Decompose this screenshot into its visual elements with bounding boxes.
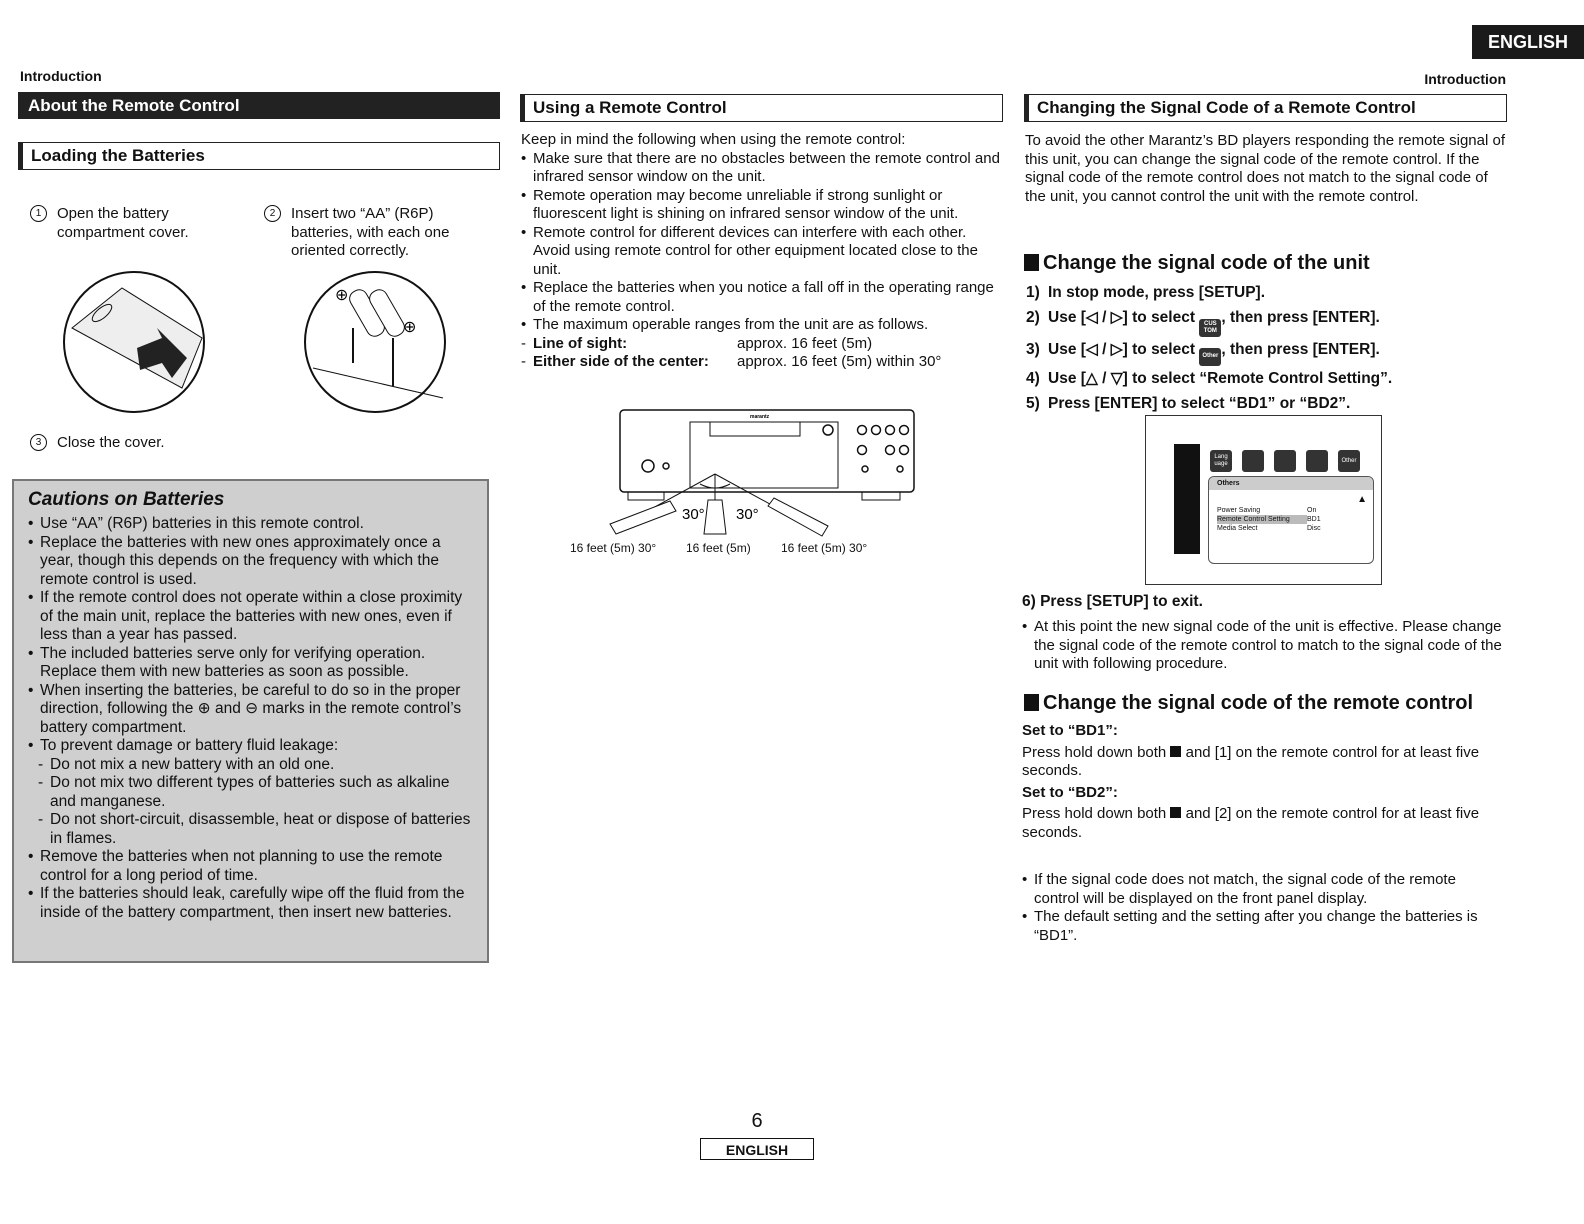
osd-row-value: On <box>1307 507 1317 514</box>
osd-menu <box>1208 476 1374 564</box>
setup-step <box>1026 392 1506 416</box>
osd-row-key: Power Saving <box>1217 507 1261 514</box>
step-number: 1 <box>30 205 47 222</box>
step-number: 5) <box>1026 394 1040 412</box>
caution-item: - Do not mix a new battery with an old one. <box>38 756 473 775</box>
change-unit-heading <box>1024 252 1370 275</box>
bullet: • Replace the batteries when you notice a fall off in the operating range of the remote control. <box>521 279 1001 316</box>
insert-batteries-illustration <box>303 268 449 416</box>
osd-icon-row <box>1210 450 1360 472</box>
signal-code-intro: To avoid the other Marantz’s BD players responding the remote signal of this unit, you can change the signal code of the remote control. If the signal code of the remote control does not match to the signal code of the unit, you cannot control the unit with the remote control. <box>1025 132 1505 205</box>
bd2-label: Set to “BD2”: <box>1022 783 1118 801</box>
menu-icon: Other <box>1199 348 1221 366</box>
caution-item: • If the batteries should leak, carefully wipe off the fluid from the inside of the battery compartment, then insert new batteries. <box>28 885 473 922</box>
step-text <box>1048 367 1392 391</box>
footer-language: ENGLISH <box>700 1138 814 1160</box>
range-caption-left: 16 feet (5m) 30° <box>570 541 657 555</box>
bd2-text: Press hold down both <box>1022 805 1171 822</box>
stop-button-icon <box>1170 807 1181 818</box>
osd-row <box>1217 515 1373 524</box>
step-text: Open the battery compartment cover. <box>57 205 189 241</box>
brand-logo: marantz <box>750 414 770 420</box>
remote-range-diagram <box>600 406 920 540</box>
remote-image <box>1174 444 1200 554</box>
range-caption-right: 16 feet (5m) 30° <box>781 541 868 555</box>
step-text-a: Use [◁ / ▷] to select <box>1048 309 1200 326</box>
caution-item: - Do not mix two different types of batteries such as alkaline and manganese. <box>38 774 473 811</box>
caution-item: • Use “AA” (R6P) batteries in this remote control. <box>28 515 473 534</box>
caution-item: • Replace the batteries with new ones approximately once a year, though this depends on the frequency with which the remote control is used. <box>28 534 473 590</box>
osd-row <box>1217 506 1373 515</box>
range-either-side <box>521 353 1001 372</box>
caution-item: • Remove the batteries when not planning to use the remote control for a long period of time. <box>28 848 473 885</box>
bd1-text: Press hold down both <box>1022 743 1171 761</box>
step-text-a: Use [△ / ▽] to select “Remote Control Setting”. <box>1048 369 1393 387</box>
unit-steps <box>1026 281 1506 417</box>
osd-row-key: Remote Control Setting <box>1217 515 1307 524</box>
square-bullet-icon <box>1024 694 1039 711</box>
step-number: 2) <box>1026 309 1040 326</box>
note: • The default setting and the setting after you change the batteries is “BD1”. <box>1022 908 1502 945</box>
square-bullet-icon <box>1024 254 1039 271</box>
caution-item: • When inserting the batteries, be careful to do so in the proper direction, following the ⊕ and ⊖ marks in the remote control’s battery compartment. <box>28 682 473 738</box>
osd-menu-icon <box>1274 450 1296 472</box>
range-label: - Line of sight: <box>533 334 628 352</box>
osd-menu-icon <box>1306 450 1328 472</box>
osd-row-value: BD1 <box>1307 516 1321 523</box>
range-label: - Either side of the center: <box>533 353 709 370</box>
step-text <box>1048 338 1380 366</box>
remote-code-instructions <box>1022 722 1502 842</box>
osd-screenshot <box>1145 415 1382 585</box>
stop-button-icon <box>1170 746 1181 757</box>
range-value: approx. 16 feet (5m) within 30° <box>737 353 942 370</box>
open-cover-illustration <box>62 268 208 416</box>
caution-item: - Do not short-circuit, disassemble, heat or dispose of batteries in flames. <box>38 811 473 848</box>
section-label-left: Introduction <box>20 68 102 84</box>
step-number: 4) <box>1026 369 1040 387</box>
bd1-label: Set to “BD1”: <box>1022 722 1118 739</box>
step-6-note: • At this point the new signal code of the unit is effective. Please change the signal code of the remote control to match to the signal code of the unit with following procedure. <box>1022 618 1504 674</box>
step-number: 3) <box>1026 341 1040 358</box>
section-label-right: Introduction <box>1424 71 1506 87</box>
cautions-list <box>28 515 473 922</box>
osd-rows <box>1209 506 1373 533</box>
angle-left: 30° <box>682 506 705 523</box>
step-6: 6) Press [SETUP] to exit. <box>1022 593 1203 610</box>
osd-row <box>1217 524 1373 533</box>
bd2-text-end: and [2] on the remote control for at least five seconds. <box>1022 805 1480 841</box>
range-caption-center: 16 feet (5m) <box>686 541 751 555</box>
step-text: Insert two “AA” (R6P) batteries, with each one oriented correctly. <box>291 205 450 259</box>
setup-step <box>1026 281 1506 305</box>
heading-text: Change the signal code of the unit <box>1043 252 1370 274</box>
step-text-a: Use [◁ / ▷] to select <box>1048 341 1200 358</box>
range-line-of-sight <box>521 335 1001 354</box>
step-text-b: , then press [ENTER]. <box>1221 341 1380 358</box>
step-text <box>1048 281 1265 305</box>
svg-text:⊕: ⊕ <box>403 319 417 336</box>
step-text: Close the cover. <box>57 434 165 451</box>
step-text-a: Press [ENTER] to select “BD1” or “BD2”. <box>1048 394 1351 412</box>
battery-step-2 <box>264 205 474 261</box>
heading-text: Change the signal code of the remote control <box>1043 692 1474 714</box>
cautions-title: Cautions on Batteries <box>28 489 225 510</box>
bullet: • Remote operation may become unreliable if strong sunlight or fluorescent light is shining on infrared sensor window of the unit. <box>521 187 1001 224</box>
bullet: • Make sure that there are no obstacles between the remote control and infrared sensor window on the unit. <box>521 150 1001 187</box>
cautions-box <box>12 479 489 963</box>
setup-step <box>1026 338 1506 366</box>
svg-text:⊕: ⊕ <box>335 287 349 304</box>
note: • If the signal code does not match, the signal code of the remote control will be displayed on the front panel display. <box>1022 871 1502 908</box>
step-text <box>1048 392 1350 416</box>
step-text-a: In stop mode, press [SETUP]. <box>1048 284 1266 301</box>
intro-text: Keep in mind the following when using the remote control: <box>521 131 906 148</box>
change-remote-heading <box>1024 692 1473 715</box>
about-remote-heading: About the Remote Control <box>18 92 500 119</box>
setup-step <box>1026 306 1506 337</box>
range-value: approx. 16 feet (5m) <box>737 334 873 352</box>
osd-menu-title: Others <box>1209 477 1373 490</box>
loading-batteries-heading: Loading the Batteries <box>18 142 500 170</box>
bd1-text-end: and [1] on the remote control for at least five seconds. <box>1022 743 1480 779</box>
step-text-b: , then press [ENTER]. <box>1221 309 1380 326</box>
bullet: • The maximum operable ranges from the unit are as follows. <box>521 316 1001 335</box>
step-number: 3 <box>30 434 47 451</box>
page-number: 6 <box>751 1110 763 1132</box>
menu-icon: CUS TOM <box>1199 319 1221 337</box>
battery-step-3 <box>30 434 165 453</box>
step-number: 2 <box>264 205 281 222</box>
signal-code-heading: Changing the Signal Code of a Remote Control <box>1024 94 1507 122</box>
angle-right: 30° <box>736 506 759 523</box>
osd-menu-icon: Other <box>1338 450 1360 472</box>
language-tab: ENGLISH <box>1472 25 1584 59</box>
osd-menu-icon <box>1242 450 1264 472</box>
scroll-up-icon: ▲ <box>1357 494 1367 505</box>
using-remote-heading: Using a Remote Control <box>520 94 1003 122</box>
remote-notes <box>1022 871 1502 945</box>
osd-row-key: Media Select <box>1217 525 1258 532</box>
setup-step <box>1026 367 1506 391</box>
step-text <box>1048 306 1380 337</box>
step-number: 1) <box>1026 284 1040 301</box>
caution-item: • If the remote control does not operate within a close proximity of the main unit, replace the batteries with new ones, even if less than a year has passed. <box>28 589 473 645</box>
caution-item: • The included batteries serve only for verifying operation. Replace them with new batteries as soon as possible. <box>28 645 473 682</box>
using-remote-body <box>521 131 1001 372</box>
bullet: • Remote control for different devices can interfere with each other. Avoid using remote control for other equipment located close to the unit. <box>521 224 1001 280</box>
osd-row-value: Disc <box>1307 525 1321 532</box>
osd-menu-icon: Lang uage <box>1210 450 1232 472</box>
caution-item: • To prevent damage or battery fluid leakage: <box>28 737 473 756</box>
battery-step-1 <box>30 205 230 242</box>
